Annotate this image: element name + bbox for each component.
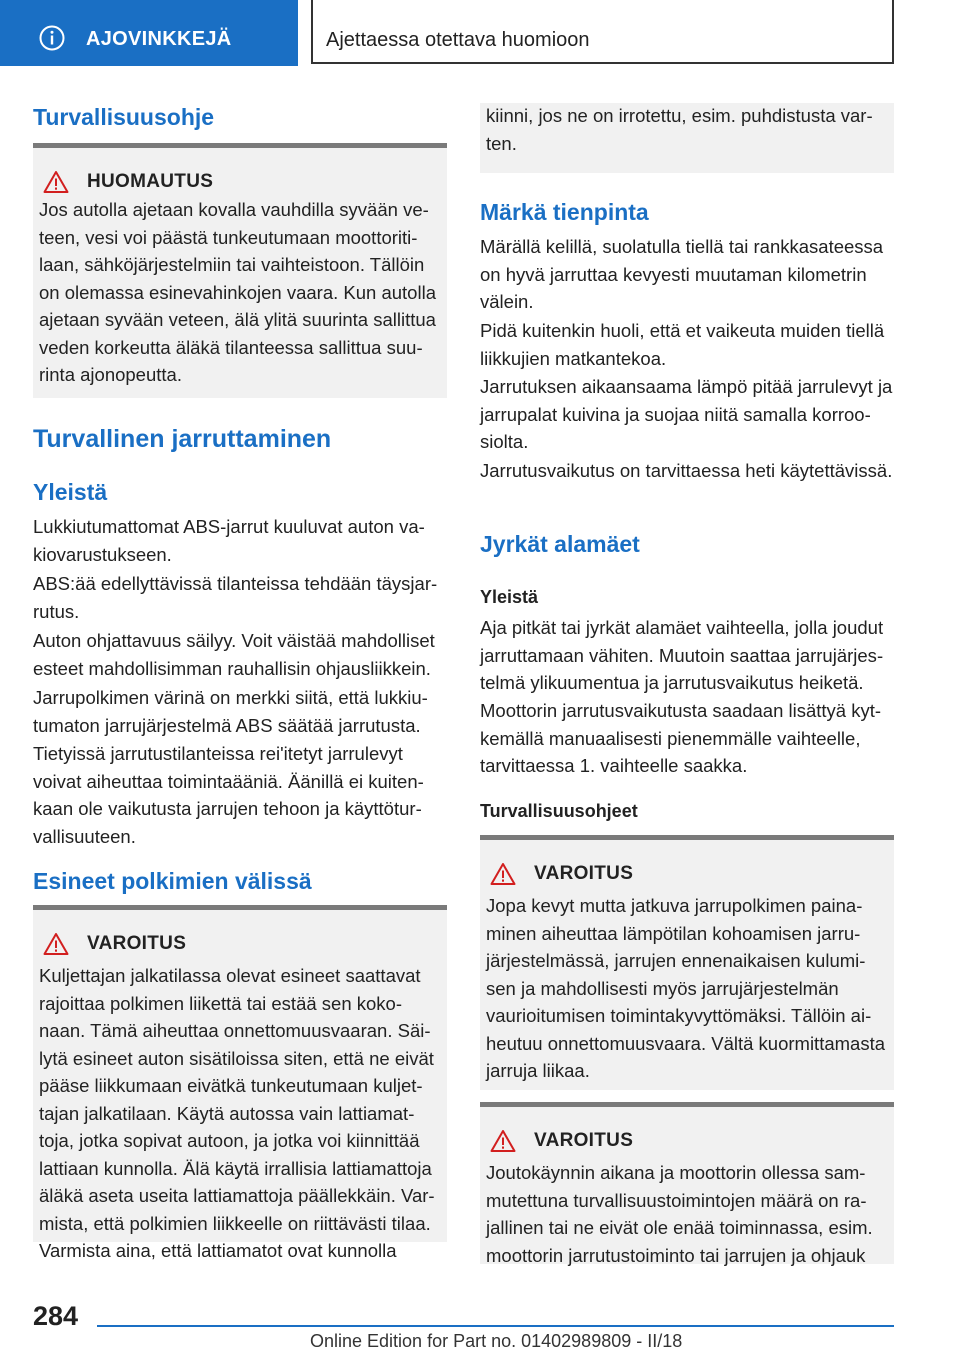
warning-triangle-icon	[490, 862, 516, 886]
warning-text: Jopa kevyt mutta jatkuva jarrupolkimen painaminen aiheuttaa lämpötilan kohoamisen jarrujärjestelmässä, jarrujen ennenaikaisen kulumisen ja mahdollisesti myös jarrujärjestelmän vaurioitumisen toimintakyvyttömäksi. Tällöin aiheutuu onnettomuusvaara. Vältä kuormittamasta jarruja liikaa.	[486, 895, 886, 1081]
warning-box	[33, 905, 447, 1261]
notice-title: HUOMAUTUS	[87, 171, 214, 192]
info-icon	[39, 25, 65, 51]
paragraph: Moottorin jarrutusvaikutusta saadaan lisättyä kytkemällä manuaalisesti pienemmälle vaihteelle, tarvittaessa 1. vaihteelle saakka.	[480, 700, 882, 776]
footer-rule	[97, 1325, 894, 1327]
warning-triangle-icon	[43, 170, 69, 194]
notice-text: Jos autolla ajetaan kovalla vauhdilla syvään veteen, vesi voi päästä tunkeutumaan moottoritilaan, sähköjärjestelmiin tai vaihteistoon. Tällöin on olemassa esinevahinkojen vaara. Kun autolla ajetaan syvään veteen, älä ylitä suurinta sallittua veden korkeutta äläkä tilanteessa sallittua suurinta ajonopeutta.	[39, 199, 436, 385]
paragraph: ABS:ää edellyttävissä tilanteissa tehdään täysjarrutus.	[33, 573, 438, 622]
notice-box	[33, 143, 447, 398]
subheading-yleista: Yleistä	[480, 587, 539, 607]
paragraph: Jarrupolkimen värinä on merkki siitä, että lukkiutumaton jarrujärjestelmä ABS säätää jarrutusta.	[33, 687, 428, 736]
paragraph: Jarrutusvaikutus on tarvittaessa heti käytettävissä.	[480, 460, 893, 481]
warning-title: VAROITUS	[534, 863, 634, 884]
page-number: 284	[33, 1301, 79, 1331]
warning-head	[490, 1129, 633, 1153]
notice-head	[43, 170, 213, 194]
heading-jyrkat-alamaet: Jyrkät alamäet	[480, 531, 640, 557]
warning-title: VAROITUS	[534, 1130, 634, 1151]
heading-turvallinen-jarruttaminen: Turvallinen jarruttaminen	[33, 425, 332, 453]
paragraph: Märällä kelillä, suolatulla tiellä tai rankkasateessa on hyvä jarruttaa kevyesti muutaman kilometrin välein.	[480, 236, 884, 312]
warning-text: Joutokäynnin aikana ja moottorin ollessa sammutettuna turvallisuustoimintojen määrä on rajallinen tai ne eivät ole enää toiminnassa, esim. moottorin jarrutustoiminto tai jarrujen ja ohjauk	[486, 1162, 873, 1266]
warning-title: VAROITUS	[87, 933, 187, 954]
header-title: Ajettaessa otettava huomioon	[326, 29, 590, 51]
subheading-turvallisuusohjeet: Turvallisuusohjeet	[480, 801, 638, 821]
warning-box	[480, 835, 894, 1090]
warning-head	[43, 932, 186, 956]
heading-esineet-polkimien-valissa: Esineet polkimien välissä	[33, 868, 312, 894]
paragraph: Lukkiutumattomat ABS-jarrut kuuluvat auton vakiovarustukseen.	[33, 516, 425, 565]
warning-box-continued	[480, 103, 894, 173]
paragraph: Aja pitkät tai jyrkät alamäet vaihteella, jolla joudut jarruttamaan vähiten. Muutoin saattaa jarrujärjestelmä ylikuumentua ja jarrutusvaikutus heiketä.	[480, 617, 884, 693]
header-title-box	[311, 0, 894, 64]
paragraph: Jarrutuksen aikaansaama lämpö pitää jarrulevyt ja jarrupalat kuivina ja suojaa niitä samalla korroosiolta.	[480, 376, 893, 452]
header-tab	[0, 0, 298, 66]
warning-head	[490, 862, 633, 886]
paragraph: Auton ohjattavuus säilyy. Voit väistää mahdolliset esteet mahdollisimman rauhallisin ohjausliikkein.	[33, 630, 435, 679]
header-tab-label: AJOVINKKEJÄ	[86, 28, 232, 50]
warning-triangle-icon	[490, 1129, 516, 1153]
warning-text-continued: kiinni, jos ne on irrotettu, esim. puhdistusta varten.	[486, 105, 873, 154]
warning-triangle-icon	[43, 932, 69, 956]
paragraph: Pidä kuitenkin huoli, että et vaikeuta muiden tiellä liikkujien matkantekoa.	[480, 320, 885, 369]
paragraph: Tietyissä jarrutustilanteissa rei'itetyt jarrulevyt voivat aiheuttaa toimintaääniä. Äänillä ei kuitenkaan ole vaikutusta jarrujen tehoon ja käyttöturvallisuuteen.	[33, 743, 424, 847]
heading-marka-tienpinta: Märkä tienpinta	[480, 199, 649, 225]
footer-edition-text: Online Edition for Part no. 01402989809 - II/18	[310, 1331, 683, 1351]
heading-yleista: Yleistä	[33, 479, 108, 505]
warning-box	[480, 1102, 894, 1264]
heading-turvallisuusohje: Turvallisuusohje	[33, 104, 215, 130]
warning-text: Kuljettajan jalkatilassa olevat esineet saattavat rajoittaa polkimen liikettä tai estää sen kokonaan. Tämä aiheuttaa onnettomuusvaaran. Säilytä esineet auton sisätiloissa siten, että ne eivät pääse liikkumaan eivätkä tunkeutumaan kuljettajan jalkatilaan. Käytä autossa vain lattiamattoja, jotka sopivat autoon, ja jotka voi kiinnittää lattiaan kunnolla. Älä käytä irrallisia lattiamattoja äläkä aseta useita lattiamattoja päällekkäin. Varmista, että polkimien liikkeelle on riittävästi tilaa. Varmista aina, että lattiamatot ovat kunnolla	[39, 965, 435, 1261]
